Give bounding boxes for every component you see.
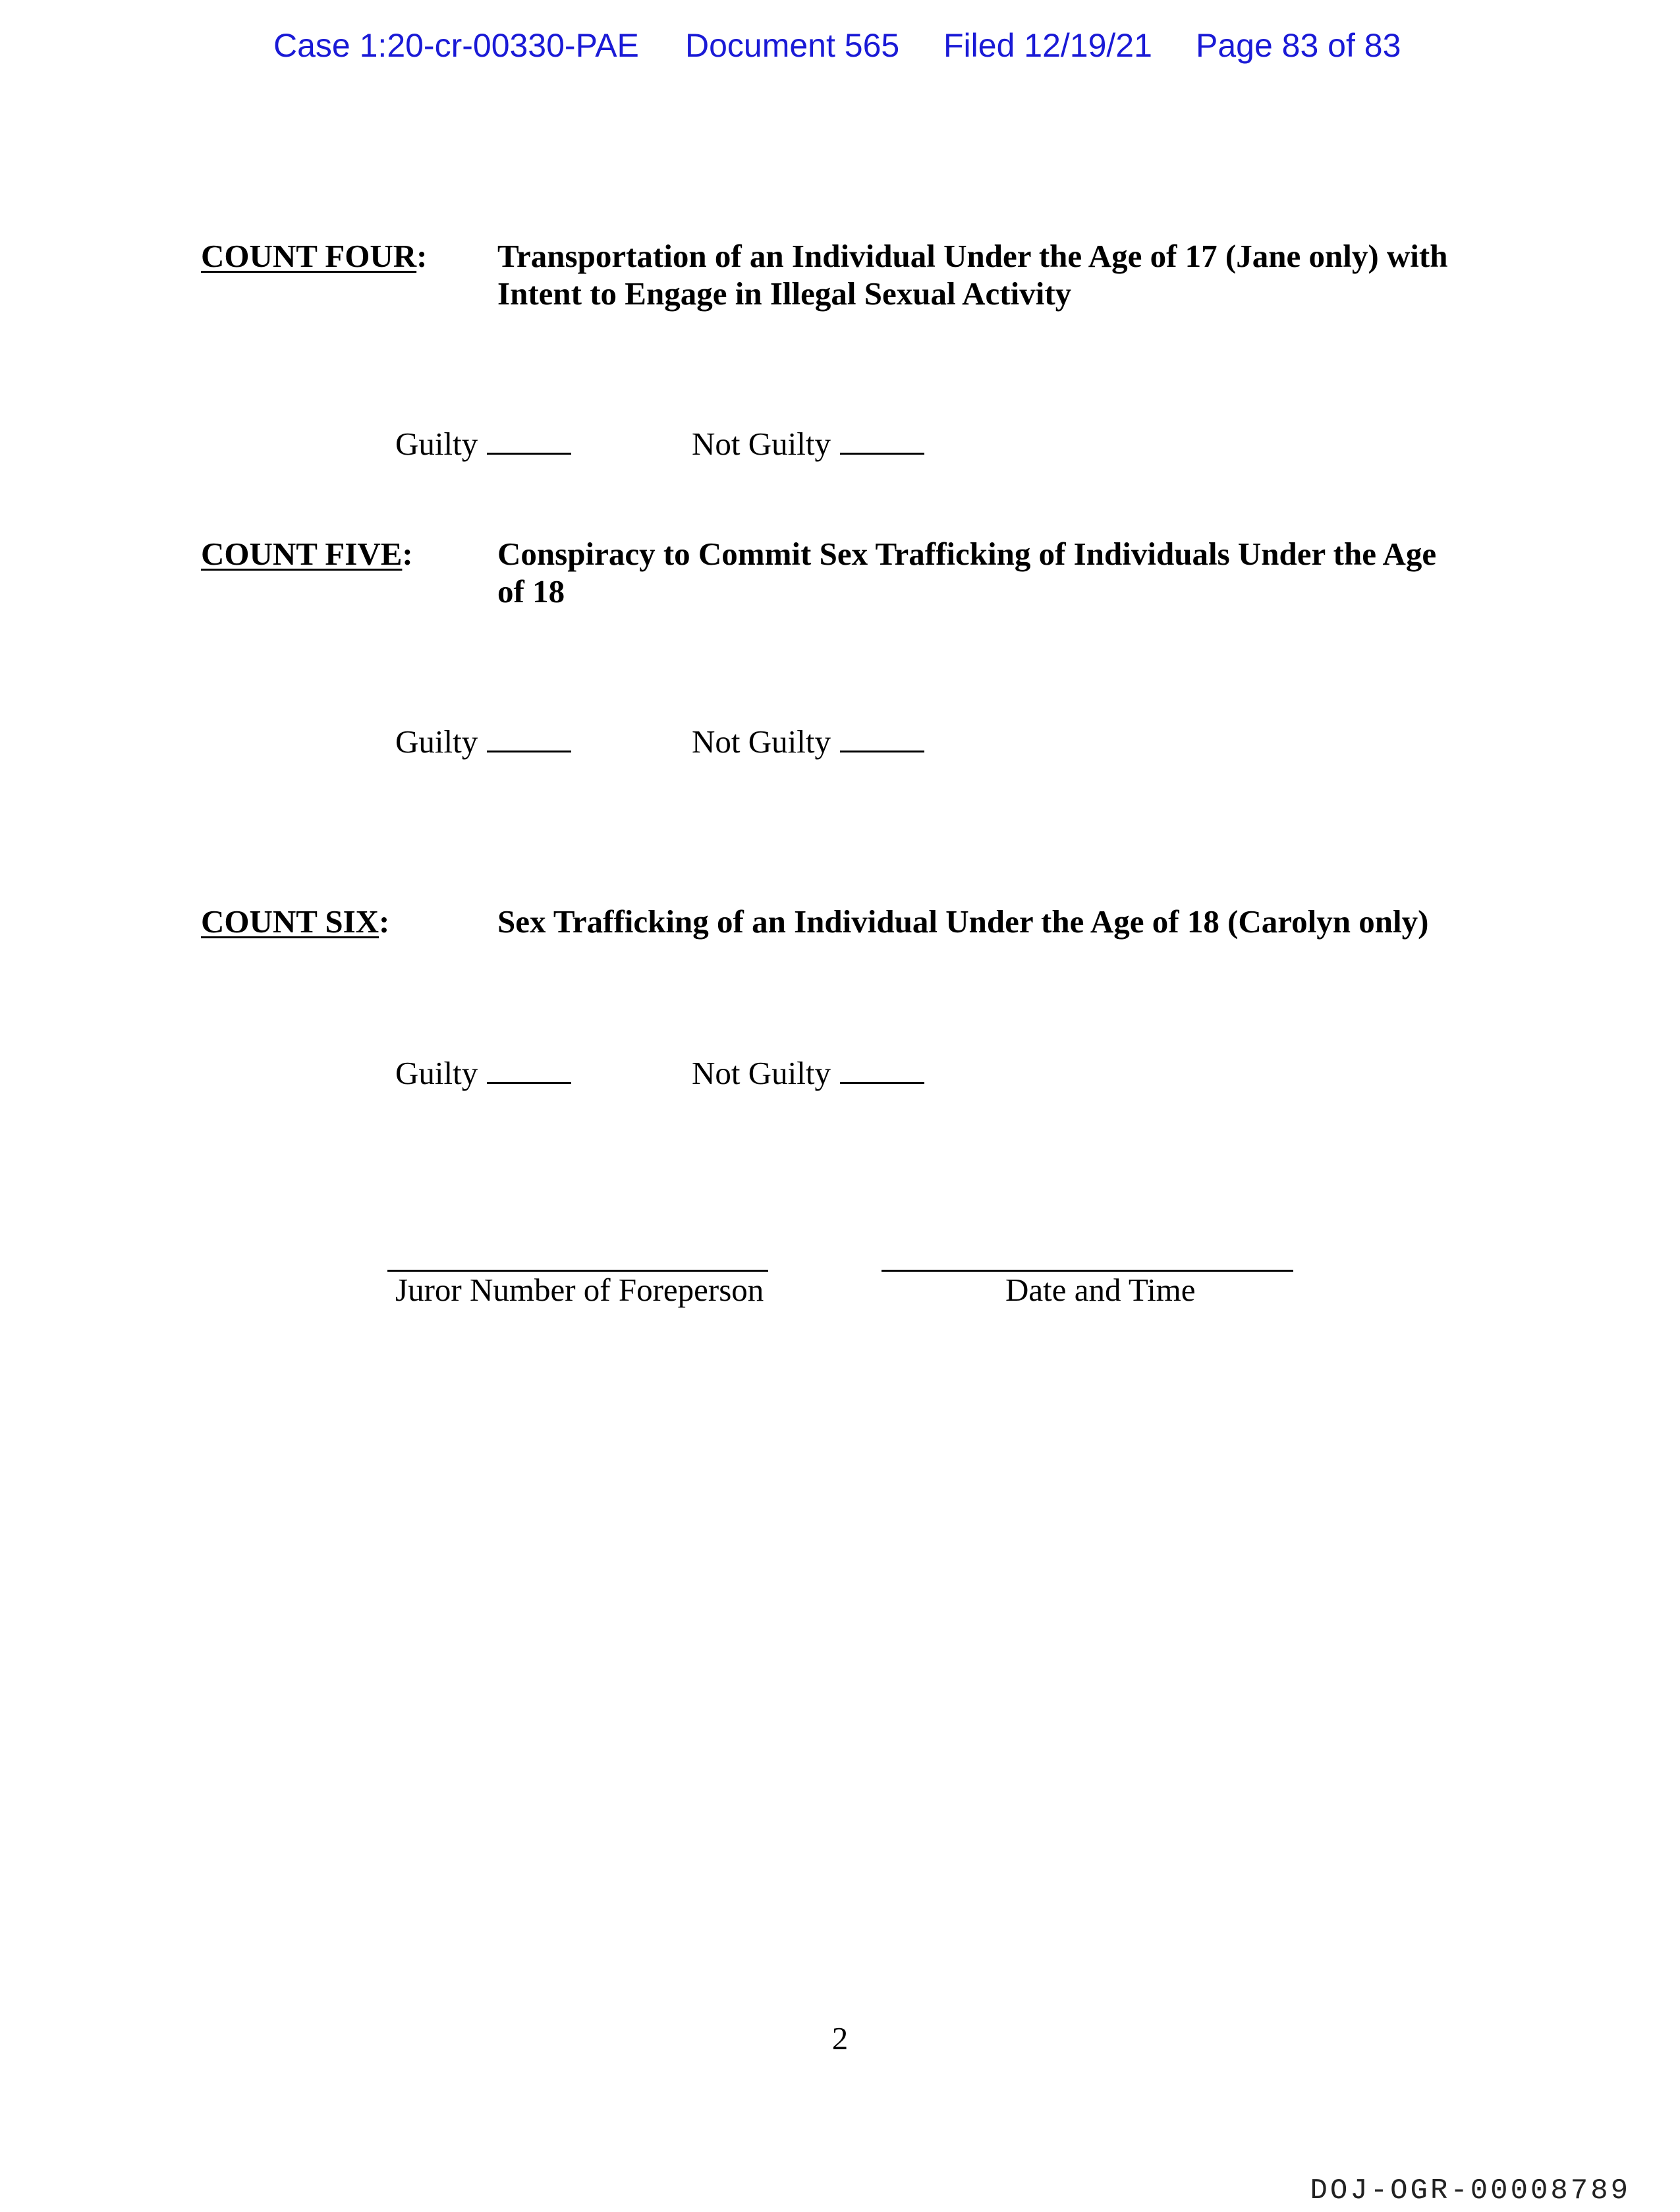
count-five-description-line2: of 18 xyxy=(497,573,565,610)
count-four-not-guilty-blank[interactable] xyxy=(840,426,924,455)
count-four-description-line1: Transportation of an Individual Under the Age of 17 (Jane only) with xyxy=(497,238,1448,274)
datetime-caption: Date and Time xyxy=(1005,1272,1196,1308)
count-six-label-text: COUNT SIX xyxy=(201,903,379,940)
bates-number: DOJ-OGR-00008789 xyxy=(1310,2174,1631,2207)
ecf-header xyxy=(0,26,1680,72)
count-four-guilty-label: Guilty xyxy=(395,426,478,462)
count-five-guilty xyxy=(395,723,571,760)
count-four-guilty xyxy=(395,425,571,463)
count-five-label-text: COUNT FIVE xyxy=(201,536,403,572)
count-four-colon: : xyxy=(416,238,428,274)
page-of-pages: Page 83 of 83 xyxy=(1196,27,1401,64)
count-four-description-line2: Intent to Engage in Illegal Sexual Activity xyxy=(497,275,1072,312)
count-five-not-guilty xyxy=(692,723,924,760)
count-five-description-line1: Conspiracy to Commit Sex Trafficking of Individuals Under the Age xyxy=(497,536,1437,572)
count-four-label-text: COUNT FOUR xyxy=(201,238,417,274)
page-number: 2 xyxy=(831,2020,849,2056)
count-four-guilty-blank[interactable] xyxy=(487,426,571,455)
count-six-colon: : xyxy=(379,903,390,940)
count-six-not-guilty xyxy=(692,1054,924,1092)
count-four-label xyxy=(201,237,427,275)
count-six-not-guilty-blank[interactable] xyxy=(840,1056,924,1084)
count-five-not-guilty-label: Not Guilty xyxy=(692,723,831,760)
count-four-not-guilty-label: Not Guilty xyxy=(692,426,831,462)
count-six-label xyxy=(201,903,389,940)
count-six-guilty-label: Guilty xyxy=(395,1055,478,1091)
count-six-description xyxy=(497,903,1499,940)
count-five-label xyxy=(201,535,413,573)
filed-date: Filed 12/19/21 xyxy=(943,27,1152,64)
count-six-not-guilty-label: Not Guilty xyxy=(692,1055,831,1091)
count-five-guilty-blank[interactable] xyxy=(487,724,571,752)
count-six-guilty-blank[interactable] xyxy=(487,1056,571,1084)
document-number: Document 565 xyxy=(685,27,900,64)
count-five-description xyxy=(497,535,1499,610)
count-six-guilty xyxy=(395,1054,571,1092)
foreperson-caption: Juror Number of Foreperson xyxy=(395,1272,764,1308)
count-five-not-guilty-blank[interactable] xyxy=(840,724,924,752)
count-five-guilty-label: Guilty xyxy=(395,723,478,760)
count-six-description-line1: Sex Trafficking of an Individual Under the Age of 18 (Carolyn only) xyxy=(497,903,1429,940)
case-number: Case 1:20-cr-00330-PAE xyxy=(273,27,639,64)
count-five-colon: : xyxy=(402,536,413,572)
count-four-not-guilty xyxy=(692,425,924,463)
count-four-description xyxy=(497,237,1499,312)
